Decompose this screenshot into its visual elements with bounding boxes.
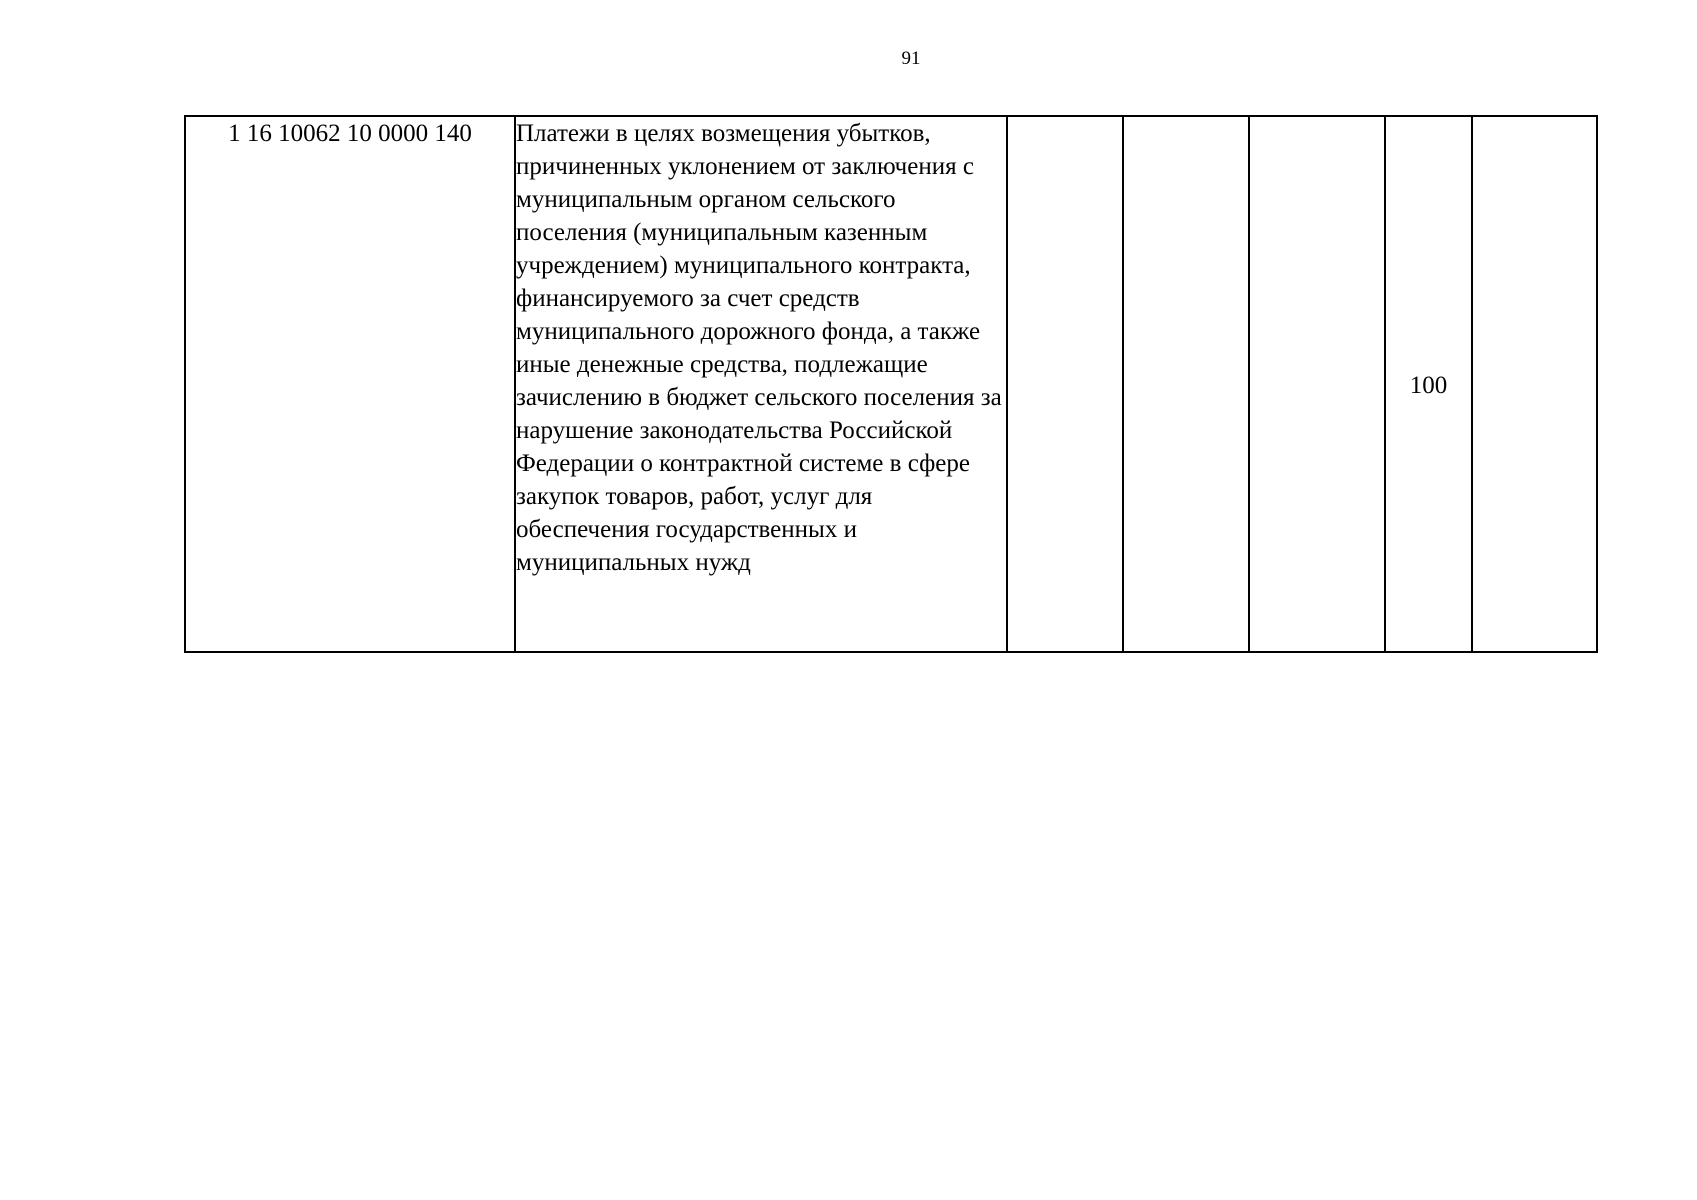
empty-cell-7	[1472, 116, 1597, 652]
page-number: 91	[901, 48, 921, 69]
revenue-table	[184, 115, 1598, 653]
table-row	[185, 116, 1597, 652]
percent-value: 100	[1409, 372, 1448, 399]
description-cell: Платежи в целях возмещения убытков, причиненных уклонением от заключения с муниципальным органом сельского поселения (муниципальным казенным учреждением) муниципального контракта, финансируемого за счет средств муниципального дорожного фонда, а также иные денежные средства, подлежащие зачислению в бюджет сельского поселения за нарушение законодательства Российской Федерации о контрактной системе в сфере закупок товаров, работ, услуг для обеспечения государственных и муниципальных нужд	[515, 116, 1007, 652]
empty-cell-3	[1007, 116, 1123, 652]
empty-cell-4	[1123, 116, 1249, 652]
empty-cell-5	[1249, 116, 1385, 652]
budget-code-cell: 1 16 10062 10 0000 140	[185, 116, 515, 652]
percent-cell	[1385, 116, 1472, 652]
